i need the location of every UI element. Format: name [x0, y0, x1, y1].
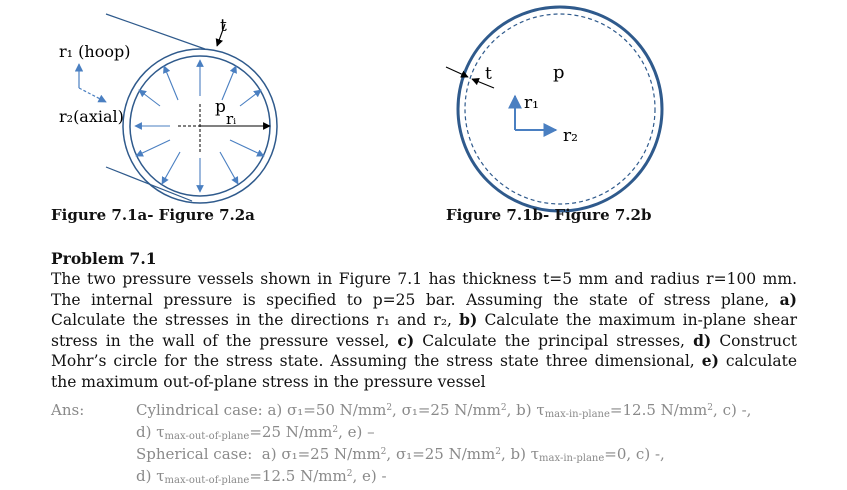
- label-r1-hoop: r₁ (hoop): [59, 42, 131, 61]
- label-r1-sphere: r₁: [524, 93, 539, 113]
- answer-sub: max-in-plane: [544, 409, 610, 420]
- answer-sub: max-out-of-plane: [164, 475, 250, 486]
- answer-sub: max-out-of-plane: [164, 431, 250, 442]
- part-b-label: b): [459, 310, 478, 330]
- sphere-inner: [465, 14, 655, 204]
- problem-text: The two pressure vessels shown in Figure 7.1 has thickness t=5 mm and radius r=100 mm. The internal pressure is specified to p=25 bar. Assuming the state of stress plane,: [51, 270, 797, 309]
- label-r2-sphere: r₂: [563, 126, 578, 146]
- answer-label: Ans:: [51, 401, 85, 419]
- label-t: t: [220, 16, 227, 36]
- answer-cylindrical-line1: [136, 401, 751, 420]
- answer-text: , c) -,: [713, 401, 752, 419]
- problem-text: calculate the maximum out-of-plane stress in the pressure vessel: [51, 352, 798, 391]
- answer-text: , b) τ: [500, 445, 540, 463]
- label-p-sphere: p: [553, 62, 565, 83]
- caption-figure-b: Figure 7.1b- Figure 7.2b: [446, 206, 652, 224]
- figure-sphere: [420, 0, 847, 235]
- label-r2-axial: r₂(axial): [59, 107, 124, 126]
- label-t-sphere: t: [485, 64, 492, 84]
- problem-statement: [51, 269, 797, 393]
- answer-sup: 2: [346, 469, 353, 479]
- answer-text: , e) -: [352, 467, 387, 485]
- problem-text: Calculate the stresses in the directions r₁ and r₂,: [51, 311, 460, 330]
- label-p: p: [215, 97, 226, 117]
- answer-cyl-head: Cylindrical case:: [136, 401, 263, 419]
- answer-sub: max-in-plane: [539, 453, 605, 464]
- caption-figure-a: Figure 7.1a- Figure 7.2a: [51, 206, 255, 224]
- answer-text: a) σ₁=50 N/mm: [262, 401, 387, 419]
- problem-text: Calculate the maximum in-plane shear stress in the wall of the pressure vessel,: [51, 311, 797, 350]
- part-e-label: e): [701, 351, 719, 371]
- answer-text: =12.5 N/mm: [609, 401, 708, 419]
- answer-text: =0, c) -,: [604, 445, 665, 463]
- answer-text: , b) τ: [506, 401, 545, 419]
- answer-cylindrical-line2: [136, 423, 375, 442]
- answer-sph-head: Spherical case:: [136, 445, 253, 463]
- problem-title: Problem 7.1: [51, 249, 157, 268]
- answer-text: d) τ: [136, 467, 165, 485]
- answer-text: a) σ₁=25 N/mm: [252, 445, 381, 463]
- part-d-label: d): [693, 330, 712, 350]
- answer-spherical-line2: [136, 467, 387, 486]
- answer-sup: 2: [500, 403, 507, 413]
- r2-arrow: [79, 88, 106, 102]
- figure-cylinder: [0, 0, 420, 235]
- sphere-outer: [458, 7, 662, 211]
- problem-text: Construct Mohr’s circle for the stress state. Assuming the stress state three dimensional,: [51, 331, 797, 371]
- part-a-label: a): [779, 289, 797, 309]
- answer-sup: 2: [332, 425, 339, 435]
- answer-text: d) τ: [136, 423, 165, 441]
- answer-text: , σ₁=25 N/mm: [386, 445, 496, 463]
- answer-text: =12.5 N/mm: [249, 467, 347, 485]
- answer-sup: 2: [380, 447, 387, 457]
- label-ri: rᵢ: [226, 110, 237, 128]
- answer-text: , σ₁=25 N/mm: [392, 401, 501, 419]
- answer-text: =25 N/mm: [249, 423, 333, 441]
- answer-sup: 2: [707, 403, 714, 413]
- part-c-label: c): [397, 330, 415, 350]
- answer-sup: 2: [386, 403, 393, 413]
- answer-spherical-line1: [136, 445, 665, 464]
- answer-sup: 2: [495, 447, 501, 457]
- problem-text: Calculate the principal stresses,: [414, 331, 694, 350]
- answer-text: , e) –: [338, 423, 375, 441]
